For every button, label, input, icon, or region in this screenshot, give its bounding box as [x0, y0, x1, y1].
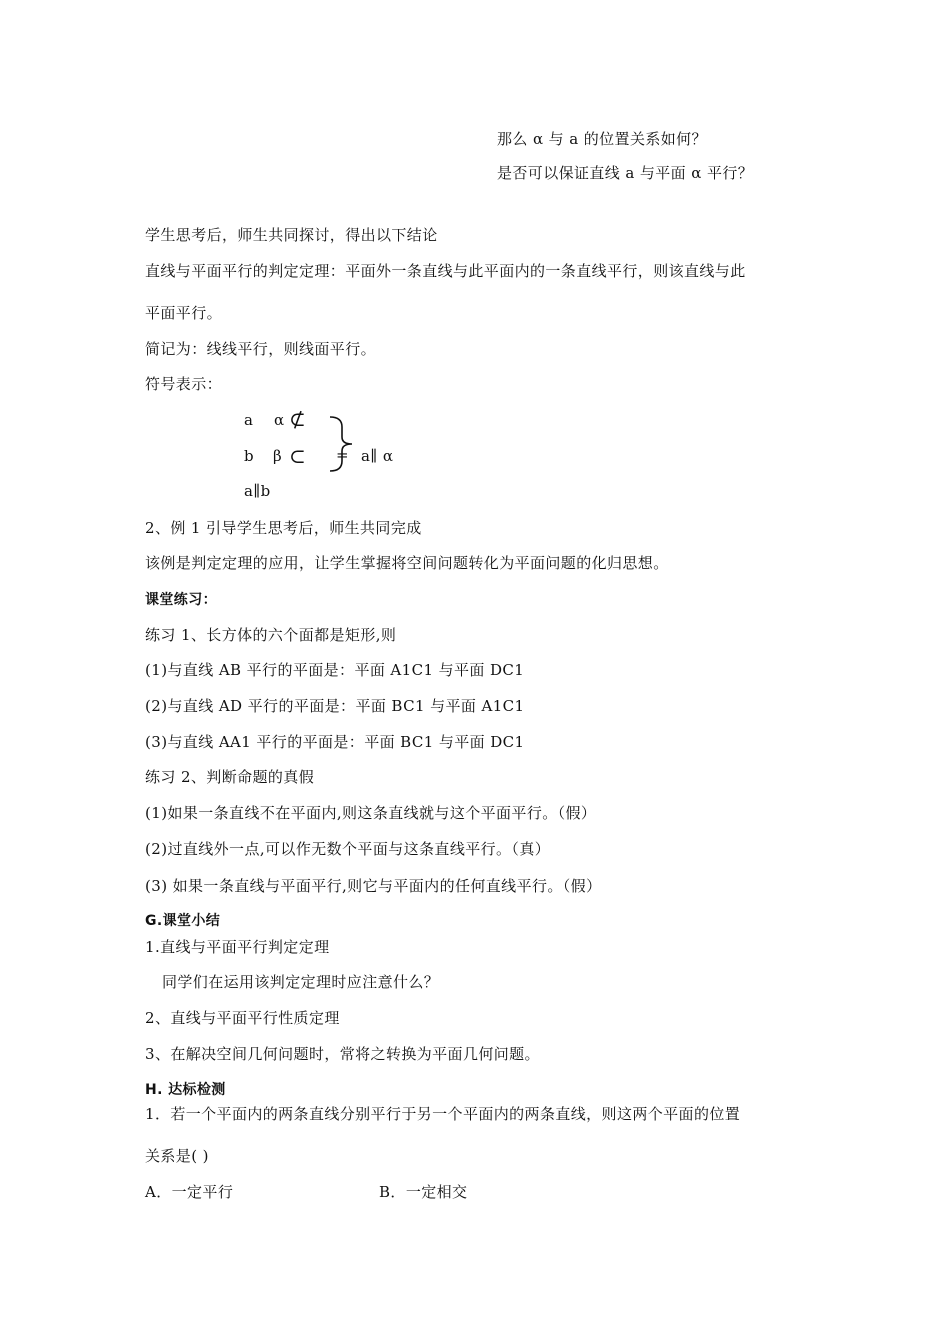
example-line: 2、例 1 引导学生思考后，师生共同完成: [145, 519, 422, 537]
short-form-line: 简记为：线线平行，则线面平行。: [145, 340, 377, 358]
theorem-line-1: 直线与平面平行的判定定理：平面外一条直线与此平面内的一条直线平行，则该直线与此: [145, 262, 746, 280]
check-1-option-a: A．一定平行: [145, 1183, 234, 1201]
check-1-line-1: 1．若一个平面内的两条直线分别平行于另一个平面内的两条直线，则这两个平面的位置: [145, 1105, 741, 1123]
practice-1-item-2: (2)与直线 AD 平行的平面是：平面 BC1 与平面 A1C1: [145, 697, 525, 715]
practice-2-item-3: (3) 如果一条直线与平面平行,则它与平面内的任何直线平行。（假）: [145, 877, 602, 895]
notation-result: a∥ α: [361, 447, 394, 465]
practice-2-item-2: (2)过直线外一点,可以作无数个平面与这条直线平行。（真）: [145, 840, 551, 858]
summary-1: 1.直线与平面平行判定定理: [145, 938, 330, 956]
example-desc: 该例是判定定理的应用，让学生掌握将空间问题转化为平面问题的化归思想。: [145, 554, 669, 572]
notation-alpha: α: [274, 411, 285, 429]
practice-1-item-3: (3)与直线 AA1 平行的平面是：平面 BC1 与平面 DC1: [145, 733, 525, 751]
practice-1-item-1: (1)与直线 AB 平行的平面是：平面 A1C1 与平面 DC1: [145, 661, 525, 679]
practice-title: 课堂练习：: [145, 592, 217, 608]
symbol-label: 符号表示：: [145, 375, 223, 393]
practice-2: 练习 2、判断命题的真假: [145, 768, 315, 786]
check-1-option-b: B．一定相交: [379, 1183, 468, 1201]
notation-beta: β: [273, 447, 283, 465]
practice-2-item-1: (1)如果一条直线不在平面内,则这条直线就与这个平面平行。（假）: [145, 804, 597, 822]
check-title: H. 达标检测: [145, 1082, 226, 1098]
check-1-line-2: 关系是( ): [145, 1147, 209, 1165]
summary-2: 2、直线与平面平行性质定理: [145, 1009, 340, 1027]
notation-a-parallel-b: a∥b: [244, 482, 271, 500]
notation-b: b: [244, 447, 255, 465]
implies-symbol: =: [336, 446, 349, 464]
discussion-line: 学生思考后，师生共同探讨，得出以下结论: [145, 226, 438, 244]
notation-a: a: [244, 411, 254, 429]
not-subset-symbol: ⊄: [289, 407, 307, 431]
practice-1: 练习 1、长方体的六个面都是矩形,则: [145, 626, 397, 644]
summary-title: G.课堂小结: [145, 913, 221, 929]
theorem-line-2: 平面平行。: [145, 304, 223, 322]
summary-1-question: 同学们在运用该判定定理时应注意什么？: [162, 973, 440, 991]
subset-symbol: ⊂: [289, 444, 307, 468]
right-brace: [328, 414, 362, 474]
q1-line: 那么 α 与 a 的位置关系如何？: [497, 130, 707, 148]
q2-line: 是否可以保证直线 a 与平面 α 平行？: [497, 164, 754, 182]
summary-3: 3、在解决空间几何问题时，常将之转换为平面几何问题。: [145, 1045, 540, 1063]
